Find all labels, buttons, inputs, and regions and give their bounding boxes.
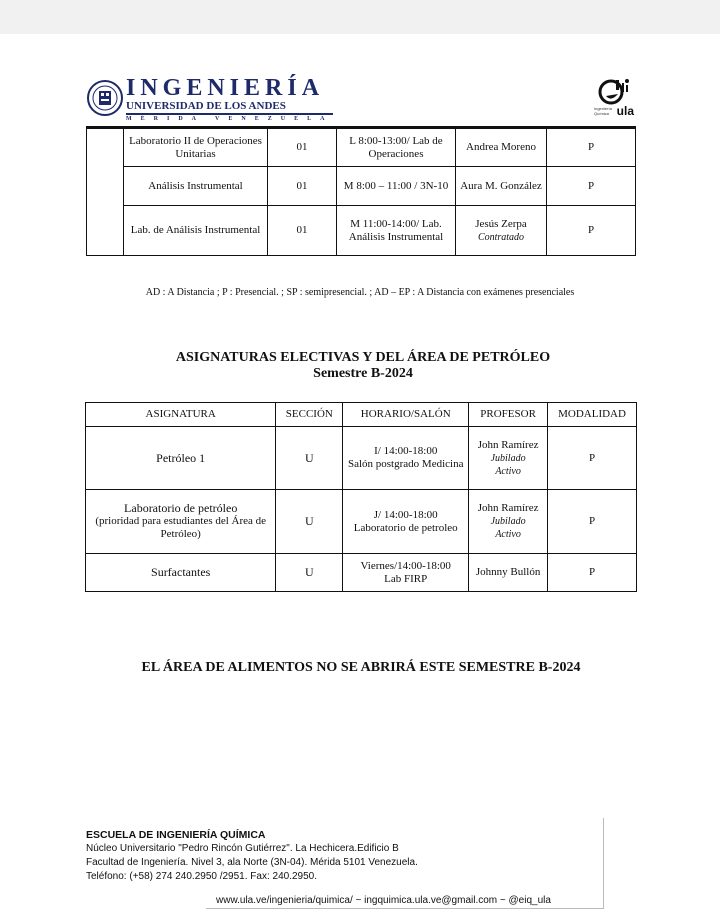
professor-status-2: Activo	[495, 529, 521, 540]
table-cell-schedule	[343, 490, 469, 554]
table-cell-mode: P	[548, 490, 637, 554]
professor-status: Contratado	[477, 231, 525, 243]
brand-main-text: INGENIERÍA	[126, 75, 325, 101]
table-cell-section: 01	[268, 167, 337, 206]
subject-name: Laboratorio de petróleo	[124, 501, 238, 515]
column-header-section: SECCIÓN	[276, 403, 343, 427]
schedule-time: I/ 14:00-18:00	[374, 445, 438, 457]
table-cell-mode: P	[548, 427, 637, 490]
footer-faculty-line: Facultad de Ingeniería. Nivel 3, ala Norte (3N-04). Mérida 5101 Venezuela.	[86, 857, 418, 868]
table-cell-schedule: M 11:00-14:00/ Lab. Análisis Instrumental	[337, 206, 456, 256]
table-cell-professor: Andrea Moreno	[456, 129, 547, 167]
table-cell-subject: Petróleo 1	[86, 427, 276, 490]
table-row	[87, 167, 636, 206]
table-cell-subject: Análisis Instrumental	[124, 167, 268, 206]
table-cell-mode: P	[547, 129, 636, 167]
footer-vertical-rule	[603, 818, 604, 908]
professor-name: John Ramírez	[477, 438, 539, 451]
table-cell-schedule: L 8:00-13:00/ Lab de Operaciones	[337, 129, 456, 167]
brand-university-text: UNIVERSIDAD DE LOS ANDES	[126, 101, 333, 115]
footer-web-contacts: www.ula.ve/ingenieria/quimica/ ~ ingquimica.ula.ve@gmail.com ~ @eiq_ula	[216, 895, 551, 906]
table-cell-subject	[86, 490, 276, 554]
subject-note: (prioridad para estudiantes del Área de Petróleo)	[95, 515, 267, 540]
table-cell-schedule	[343, 554, 469, 592]
schedule-time: Viernes/14:00-18:00	[360, 559, 451, 572]
table-row	[86, 427, 637, 490]
top-strip	[0, 0, 720, 34]
footer-title: ESCUELA DE INGENIERÍA QUÍMICA	[86, 829, 266, 841]
footer-underline	[206, 908, 604, 909]
table-header-row	[86, 403, 637, 427]
professor-status-2: Activo	[495, 465, 521, 477]
section-title: ASIGNATURAS ELECTIVAS Y DEL ÁREA DE PETRÓLEO	[175, 350, 551, 365]
column-header-schedule: HORARIO/SALÓN	[343, 403, 469, 427]
table-row	[86, 554, 637, 592]
table-cell-schedule: M 8:00 – 11:00 / 3N-10	[337, 167, 456, 206]
table-cell-subject: Laboratorio II de Operaciones Unitarias	[124, 129, 268, 167]
table-cell-professor	[456, 206, 547, 256]
table-row	[86, 490, 637, 554]
table-cell-mode: P	[548, 554, 637, 592]
table-cell-professor	[469, 490, 548, 554]
table-cell-spacer	[87, 129, 124, 256]
university-seal-icon	[86, 78, 124, 118]
table-cell-professor	[469, 427, 548, 490]
footer-address-line: Núcleo Universitario "Pedro Rincón Gutiérrez". La Hechicera.Edificio B	[86, 843, 399, 854]
table-cell-professor: Aura M. González	[456, 167, 547, 206]
schedule-room: Salón postgrado Medicina	[347, 458, 464, 470]
column-header-professor: PROFESOR	[469, 403, 548, 427]
section-subtitle: Semestre B-2024	[313, 366, 413, 381]
ula-logo-small-text: Ingeniería Química	[594, 106, 612, 116]
table-cell-section: U	[276, 554, 343, 592]
ula-logo-text: ula	[616, 104, 634, 118]
table-cell-mode: P	[547, 167, 636, 206]
table-cell-section: U	[276, 490, 343, 554]
table-cell-professor: Johnny Bullón	[469, 554, 548, 592]
table-cell-subject: Surfactantes	[86, 554, 276, 592]
document-header	[86, 74, 636, 126]
electives-table	[85, 402, 637, 592]
professor-status: Jubilado	[490, 452, 526, 464]
professor-name: John Ramírez	[477, 502, 539, 514]
table-cell-schedule	[343, 427, 469, 490]
table-row	[87, 206, 636, 256]
schedule-time: J/ 14:00-18:00	[373, 508, 438, 521]
modality-legend: AD : A Distancia ; P : Presencial. ; SP : semipresencial. ; AD – EP : A Distancia con exámenes presenciales	[145, 287, 575, 298]
section-heading	[0, 350, 720, 382]
table-cell-mode: P	[547, 206, 636, 256]
area-closed-notice: EL ÁREA DE ALIMENTOS NO SE ABRIRÁ ESTE SEMESTRE B-2024	[141, 660, 581, 675]
table-row	[87, 129, 636, 167]
table-cell-section: 01	[268, 129, 337, 167]
document-footer	[86, 828, 606, 910]
flask-logo-icon	[594, 74, 634, 108]
professor-name: Jesús Zerpa	[475, 217, 527, 230]
column-header-subject: ASIGNATURA	[86, 403, 276, 427]
brand-block	[126, 76, 333, 123]
table-cell-section: U	[276, 427, 343, 490]
ula-logo	[594, 74, 634, 122]
schedule-room: Lab FIRP	[384, 572, 428, 585]
schedule-room: Laboratorio de petroleo	[353, 521, 458, 534]
footer-phone-line: Teléfono: (+58) 274 240.2950 /2951. Fax: 240.2950.	[86, 871, 318, 882]
courses-table-continued	[86, 128, 636, 256]
brand-city-text: MÉRIDA VENEZUELA	[126, 116, 334, 122]
table-cell-section: 01	[268, 206, 337, 256]
professor-status: Jubilado	[490, 516, 526, 527]
table-cell-subject: Lab. de Análisis Instrumental	[124, 206, 268, 256]
column-header-mode: MODALIDAD	[548, 403, 637, 427]
